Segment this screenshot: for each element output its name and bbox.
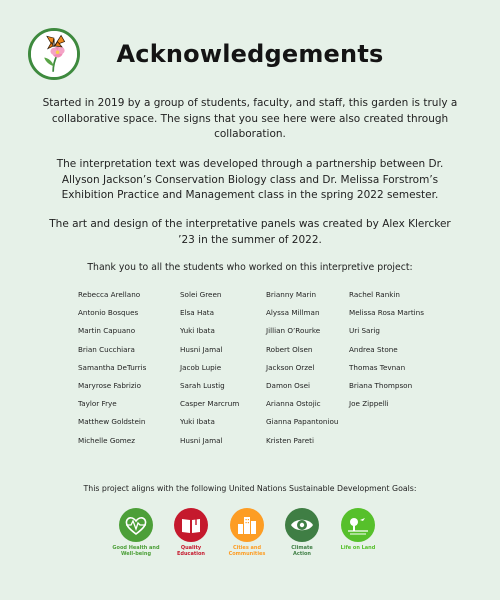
sdg-label: Quality Education (177, 545, 205, 558)
student-name: Rachel Rankin (349, 290, 400, 299)
student-name: Rebecca Arellano (78, 290, 141, 299)
student-name: Jackson Orzel (266, 362, 315, 372)
student-name: Elsa Hata (180, 308, 215, 318)
student-name: Robert Olsen (266, 344, 313, 354)
student-name: Joe Zippelli (349, 399, 389, 409)
thanks-text: Thank you to all the students who worked on this interpretive project: (87, 262, 413, 273)
eye-globe-icon (285, 508, 319, 542)
student-name: Michelle Gomez (78, 435, 135, 445)
heartbeat-icon (119, 508, 153, 542)
student-name: Matthew Goldstein (78, 417, 146, 427)
student-name: Samantha DeTurris (78, 362, 147, 372)
intro-paragraph: Started in 2019 by a group of students, faculty, and staff, this garden is truly a collaborative space. The signs that you see here were also created through collaboration. (42, 97, 458, 140)
student-name: Martin Capuano (78, 326, 136, 336)
interpretation-paragraph: The interpretation text was developed through a partnership between Dr. Allyson Jackson’s Conservation Biology class and Dr. Melissa Forstrom’s Exhibition Practice and Management class in the spring 2022 semester. (56, 158, 444, 201)
student-name: Jacob Lupie (180, 362, 222, 372)
student-name: Husni Jamal (180, 435, 223, 445)
sdg-life-on-land (323, 508, 393, 551)
student-name: Damon Osei (266, 380, 310, 390)
sdg-label: Life on Land (340, 545, 376, 551)
student-name: Sarah Lustig (180, 380, 225, 390)
names-column-2 (180, 290, 239, 454)
student-name: Husni Jamal (180, 344, 223, 354)
student-name: Kristen Pareti (266, 435, 314, 445)
student-name: Melissa Rosa Martins (349, 308, 424, 318)
student-name: Uri Sarig (349, 326, 380, 336)
student-name: Thomas Tevnan (349, 362, 406, 372)
student-name: Maryrose Fabrizio (78, 380, 142, 390)
sdg-label: Cities and Communities (228, 545, 266, 558)
book-icon (174, 508, 208, 542)
student-name: Brianny Marin (266, 290, 317, 299)
names-column-4 (349, 290, 424, 417)
city-icon (230, 508, 264, 542)
names-column-1 (78, 290, 146, 454)
sdg-label: Good Health and Well-being (112, 545, 160, 558)
tree-bird-icon (341, 508, 375, 542)
names-column-3 (266, 290, 338, 454)
student-name: Alyssa Millman (266, 308, 320, 318)
student-name: Casper Marcrum (180, 399, 240, 409)
student-name: Yuki Ibata (180, 417, 215, 427)
student-name: Gianna Papantoniou (266, 417, 339, 427)
student-name: Brian Cucchiara (78, 344, 135, 354)
sdg-label: Climate Action (291, 545, 313, 558)
student-name: Taylor Frye (78, 399, 117, 409)
page-title: Acknowledgements (116, 40, 384, 68)
sdg-intro-text: This project aligns with the following United Nations Sustainable Development Goals: (83, 484, 417, 493)
student-name: Arianna Ostojic (266, 399, 321, 409)
student-names-list (0, 290, 500, 460)
student-name: Jillian O’Rourke (266, 326, 321, 336)
design-paragraph: The art and design of the interpretative panels was created by Alex Klercker ’23 in the summer of 2022. (49, 218, 451, 246)
student-name: Briana Thompson (349, 380, 413, 390)
student-name: Antonio Bosques (78, 308, 139, 318)
student-name: Solei Green (180, 290, 222, 299)
student-name: Andrea Stone (349, 344, 398, 354)
student-name: Yuki Ibata (180, 326, 215, 336)
